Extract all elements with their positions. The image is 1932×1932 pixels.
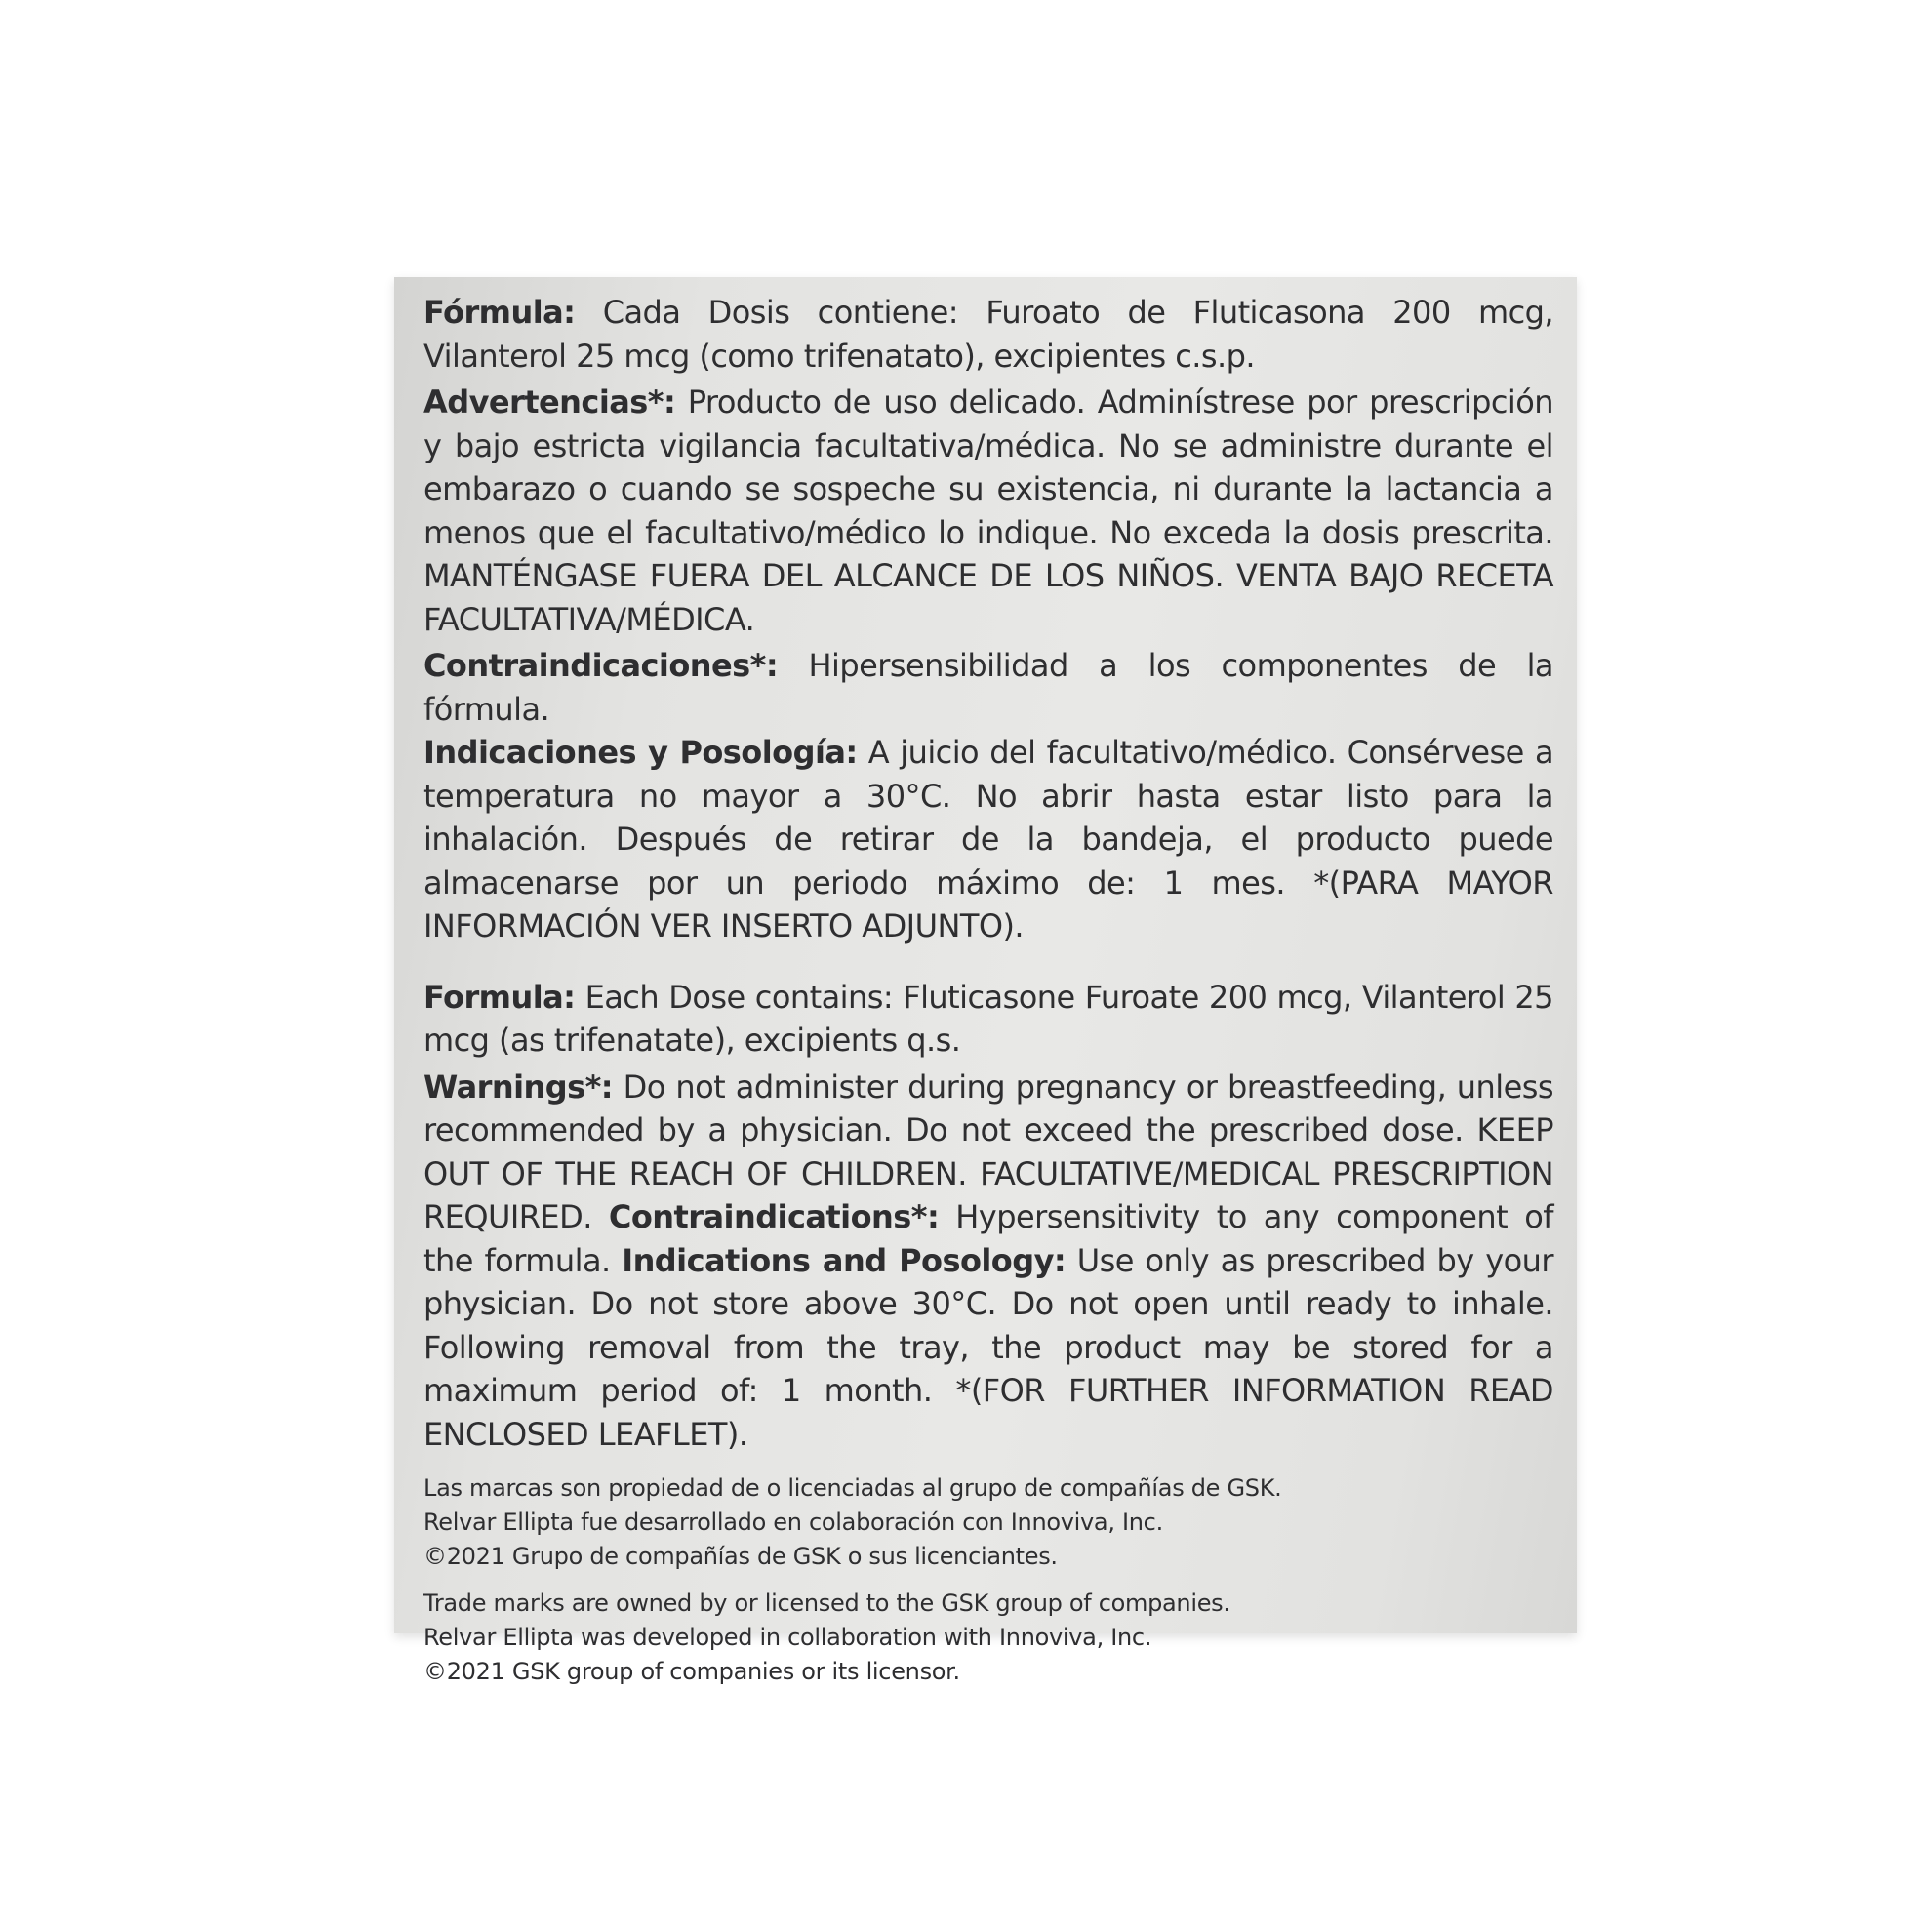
en-formula-paragraph: [423, 976, 1553, 1063]
en-warnings-paragraph: [423, 1066, 1553, 1457]
trademark-notice-en: [423, 1587, 1553, 1689]
es-warnings-label: Advertencias*:: [423, 383, 676, 421]
es-formula-label: Fórmula:: [423, 294, 576, 331]
en-indications-label: Indications and Posology:: [622, 1241, 1067, 1279]
es-formula-paragraph: [423, 291, 1553, 378]
packaging-panel: [394, 277, 1577, 1685]
en-warnings-text: Do not administer during pregnancy or breastfeeding, unless recommended by a physician. Do not exceed the prescribed dose. KEEP OUT OF THE REACH OF CHILDREN. FACULTATIVE/MEDICAL PRESCRIPTION REQUIRED.: [423, 1067, 1553, 1235]
en-indications-text: Use only as prescribed by your physician. Do not store above 30°C. Do not open until ready to inhale. Following removal from the tray, the product may be stored for a maximum period of: 1 month. *(FOR FURTHER INFORMATION READ ENCLOSED LEAFLET).: [423, 1241, 1553, 1453]
es-indications-label: Indicaciones y Posología:: [423, 734, 858, 771]
es-warnings-paragraph: [423, 381, 1553, 641]
trademark-line: ©2021 Grupo de compañías de GSK o sus licenciantes.: [423, 1543, 1058, 1570]
en-contraindications-text: Hypersensitivity to any component of the formula.: [423, 1198, 1553, 1279]
es-contraindications-text: Hipersensibilidad a los componentes de la fórmula.: [423, 647, 1553, 728]
trademark-line: ©2021 GSK group of companies or its licensor.: [423, 1658, 960, 1685]
trademark-line: Relvar Ellipta was developed in collaboration with Innoviva, Inc.: [423, 1624, 1152, 1651]
es-indications-text: A juicio del facultativo/médico. Consérvese a temperatura no mayor a 30°C. No abrir hasta estar listo para la inhalación. Después de retirar de la bandeja, el producto puede almacenarse por un periodo máximo de: 1 mes. *(PARA MAYOR INFORMACIÓN VER INSERTO ADJUNTO).: [423, 734, 1553, 945]
en-contraindications-label: Contraindications*:: [608, 1198, 940, 1235]
es-warnings-text: Producto de uso delicado. Adminístrese por prescripción y bajo estricta vigilancia facultativa/médica. No se administre durante el embarazo o cuando se sospeche su existencia, ni durante la lactancia a menos que el facultativo/médico lo indique. No exceda la dosis prescrita. MANTÉNGASE FUERA DEL ALCANCE DE LOS NIÑOS. VENTA BAJO RECETA FACULTATIVA/MÉDICA.: [423, 383, 1553, 638]
en-formula-label: Formula:: [423, 978, 576, 1016]
es-indications-paragraph: [423, 731, 1553, 948]
en-formula-text: Each Dose contains: Fluticasone Furoate 200 mcg, Vilanterol 25 mcg (as trifenatate), excipients q.s.: [423, 978, 1553, 1059]
es-contraindications-paragraph: [423, 644, 1553, 731]
es-formula-text: Cada Dosis contiene: Furoato de Fluticasona 200 mcg, Vilanterol 25 mcg (como trifenatato), excipientes c.s.p.: [423, 294, 1553, 375]
es-contraindications-label: Contraindicaciones*:: [423, 647, 779, 684]
trademark-notice-es: [423, 1471, 1553, 1574]
trademark-line: Trade marks are owned by or licensed to the GSK group of companies.: [423, 1590, 1230, 1617]
trademark-line: Las marcas son propiedad de o licenciadas al grupo de compañías de GSK.: [423, 1474, 1282, 1502]
en-warnings-label: Warnings*:: [423, 1067, 614, 1106]
trademark-line: Relvar Ellipta fue desarrollado en colaboración con Innoviva, Inc.: [423, 1509, 1163, 1536]
